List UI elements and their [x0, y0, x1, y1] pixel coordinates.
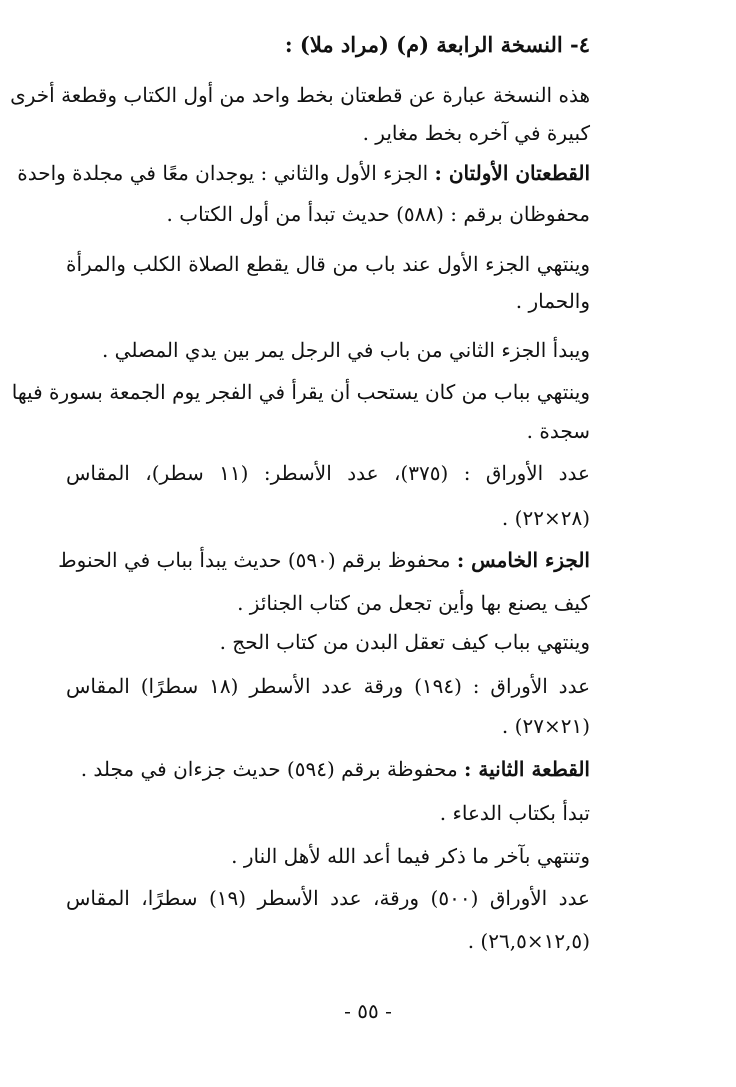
part2-end: وتنتهي بآخر ما ذكر فيما أعد الله لأهل النار .	[231, 844, 590, 868]
part2-stats-line-2: (١٢,٥×٢٦,٥) .	[467, 929, 590, 953]
part5-line-1-text: محفوظ برقم (٥٩٠) حديث يبدأ بباب في الحنوط	[58, 548, 457, 572]
part1-end2-line-1: وينتهي بباب من كان يستحب أن يقرأ في الفجر يوم الجمعة بسورة فيها	[11, 380, 590, 404]
part1-line-2: محفوظان برقم : (٥٨٨) حديث تبدأ من أول الكتاب .	[166, 202, 590, 226]
part2-stats-line-1: عدد الأوراق (٥٠٠) ورقة، عدد الأسطر (١٩) سطرًا، المقاس	[66, 886, 590, 910]
part5-line-2: كيف يصنع بها وأين تجعل من كتاب الجنائز .	[237, 591, 590, 615]
part5-stats-line-1: عدد الأوراق : (١٩٤) ورقة عدد الأسطر (١٨ سطرًا) المقاس	[66, 674, 590, 698]
page-number: - ٥٥ -	[344, 999, 392, 1023]
part1-stats-line-1: عدد الأوراق : (٣٧٥)، عدد الأسطر: (١١ سطر)، المقاس	[66, 461, 590, 485]
intro-line-1: هذه النسخة عبارة عن قطعتان بخط واحد من أول الكتاب وقطعة أخرى	[10, 83, 590, 107]
part1-stats-line-2: (٢٨×٢٢) .	[501, 506, 590, 530]
section-heading: ٤- النسخة الرابعة (م) (مراد ملا) :	[284, 32, 590, 57]
part2-line-1-text: محفوظة برقم (٥٩٤) حديث جزءان في مجلد .	[80, 757, 465, 781]
part5-end: وينتهي بباب كيف تعقل البدن من كتاب الحج .	[219, 630, 590, 654]
part1-line-1	[17, 159, 590, 187]
part1-line-1-text: الجزء الأول والثاني : يوجدان معًا في مجلدة واحدة	[17, 161, 435, 185]
part5-label: الجزء الخامس :	[456, 548, 590, 572]
part1-end1-line-2: والحمار .	[515, 289, 590, 313]
part2-label: القطعة الثانية :	[464, 757, 590, 781]
part1-label: القطعتان الأولتان :	[434, 161, 590, 185]
part2-line-1	[81, 755, 590, 783]
intro-line-2: كبيرة في آخره بخط مغاير .	[362, 121, 590, 145]
part1-start2: ويبدأ الجزء الثاني من باب في الرجل يمر بين يدي المصلي .	[101, 338, 590, 362]
part5-line-1	[58, 546, 590, 574]
part1-end2-line-2: سجدة .	[526, 419, 590, 443]
part2-start: تبدأ بكتاب الدعاء .	[439, 801, 590, 825]
part5-stats-line-2: (٢١×٢٧) .	[501, 714, 590, 738]
part1-end1-line-1: وينتهي الجزء الأول عند باب من قال يقطع الصلاة الكلب والمرأة	[66, 252, 590, 276]
